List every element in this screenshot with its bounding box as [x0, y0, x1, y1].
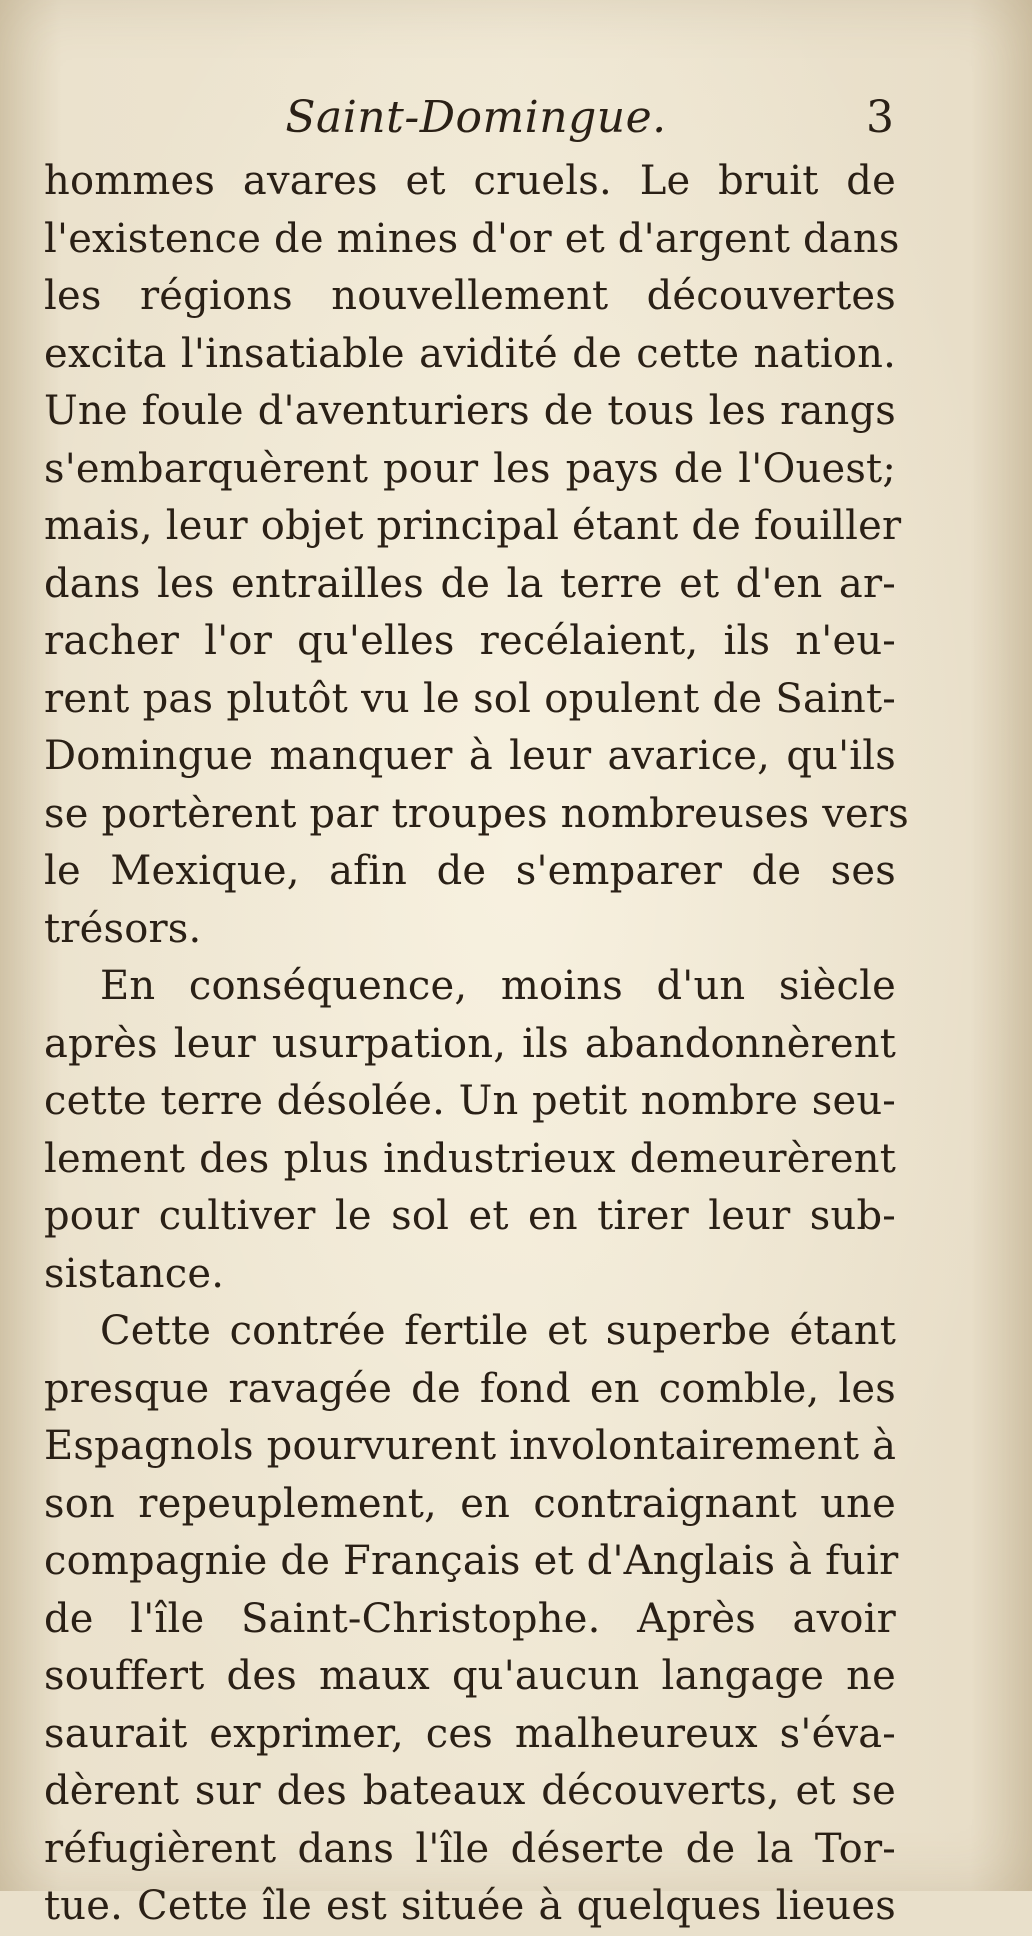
text-line: cette terre désolée. Un petit nombre seu- [44, 1078, 896, 1124]
text-line: après leur usurpation, ils abandonnèrent [44, 1020, 896, 1067]
text-line: trésors. [44, 905, 202, 952]
text-line: rent pas plutôt vu le sol opulent de Saint- [44, 675, 896, 722]
text-line: lement des plus industrieux demeurèrent [44, 1135, 896, 1182]
text-line: de l'île Saint-Christophe. Après avoir [44, 1595, 896, 1642]
text-line: Domingue manquer à leur avarice, qu'ils [44, 733, 896, 779]
text-line: pour cultiver le sol et en tirer leur sub- [44, 1193, 896, 1239]
text-line: souffert des maux qu'aucun langage ne [44, 1653, 896, 1699]
page-number: 3 [866, 92, 894, 143]
text-line: réfugièrent dans l'île déserte de la Tor- [44, 1825, 896, 1872]
text-line: excita l'insatiable avidité de cette nation. [44, 330, 896, 377]
text-line: sistance. [44, 1250, 225, 1297]
text-line: racher l'or qu'elles recélaient, ils n'eu- [44, 618, 896, 664]
text-line: Cette contrée fertile et superbe étant [100, 1308, 896, 1354]
text-line: Espagnols pourvurent involontairement à [44, 1423, 897, 1469]
text-line: le Mexique, afin de s'emparer de ses [44, 848, 896, 894]
text-line: se portèrent par troupes nombreuses vers [44, 790, 909, 837]
text-line: tue. Cette île est située à quelques lieues [44, 1883, 896, 1929]
text-line: Une foule d'aventuriers de tous les rangs [44, 388, 896, 434]
text-line: s'embarquèrent pour les pays de l'Ouest; [44, 445, 896, 492]
text-line: En conséquence, moins d'un siècle [100, 963, 896, 1009]
body-text [44, 153, 909, 1936]
text-line: son repeuplement, en contraignant une [44, 1480, 896, 1527]
running-head [58, 88, 894, 148]
text-line: compagnie de Français et d'Anglais à fuir [44, 1538, 899, 1584]
text-line: les régions nouvellement découvertes [44, 273, 896, 319]
text-line: saurait exprimer, ces malheureux s'éva- [44, 1710, 896, 1757]
text-line: l'existence de mines d'or et d'argent dans [44, 215, 900, 262]
text-line: mais, leur objet principal étant de fouiller [44, 503, 902, 549]
text-line: dans les entrailles de la terre et d'en ar- [44, 560, 896, 607]
running-title: Saint-Domingue. [285, 92, 667, 143]
text-line: hommes avares et cruels. Le bruit de [44, 158, 896, 204]
text-line: presque ravagée de fond en comble, les [44, 1365, 896, 1412]
text-line: dèrent sur des bateaux découverts, et se [44, 1768, 896, 1814]
